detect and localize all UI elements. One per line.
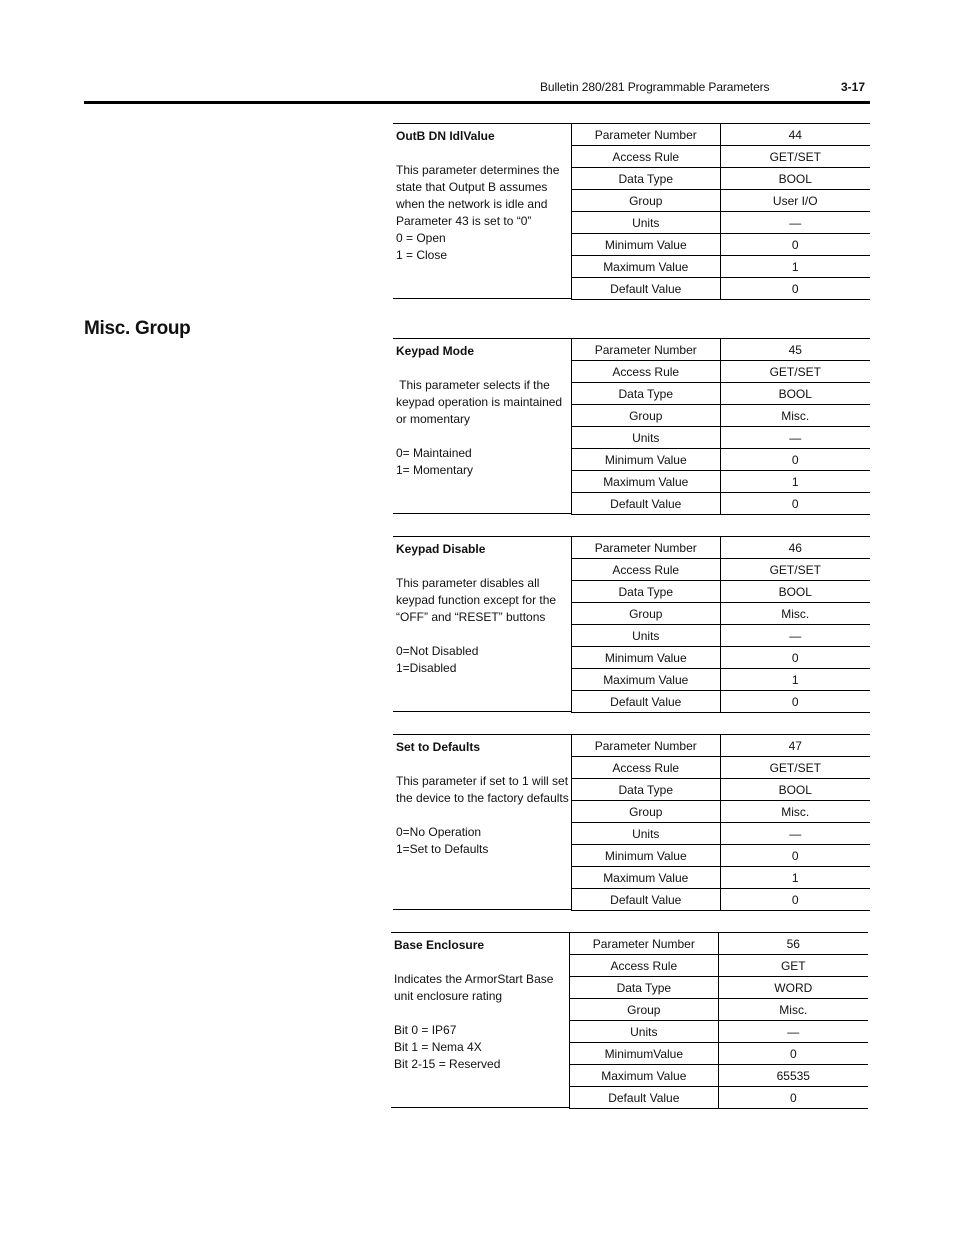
description-line: 1= Momentary [396,463,474,477]
table-row [572,735,871,757]
table-row [572,190,871,212]
attribute-value: 0 [720,449,870,471]
table-row [570,999,869,1021]
table-row [572,383,871,405]
attribute-label: Group [570,999,719,1021]
table-row [572,603,871,625]
section-title: Misc. Group [84,318,191,339]
table-row [572,278,871,300]
table-row [572,559,871,581]
attribute-value: 0 [720,647,870,669]
parameter-block [393,734,870,910]
table-row [572,691,871,713]
attribute-label: Data Type [570,977,719,999]
attribute-label: Data Type [572,581,721,603]
attribute-label: Data Type [572,383,721,405]
table-row [572,625,871,647]
table-row [572,889,871,911]
attribute-label: Parameter Number [572,537,721,559]
description-line: the device to the factory defaults [396,791,569,805]
description-line: This parameter determines the [396,163,560,177]
description-line: keypad function except for the [396,593,557,607]
attribute-value: — [720,212,870,234]
table-row [570,955,869,977]
description-line [396,626,571,643]
table-row [572,493,871,515]
attribute-label: Maximum Value [570,1065,719,1087]
parameter-block [393,338,870,514]
description-line [394,1005,569,1022]
table-row [572,449,871,471]
table-row [572,537,871,559]
table-row [572,757,871,779]
description-line: Bit 2-15 = Reserved [394,1057,501,1071]
attribute-label: Parameter Number [572,339,721,361]
attribute-value: GET/SET [720,559,870,581]
parameter-table [571,734,870,911]
description-line: 1=Set to Defaults [396,842,489,856]
attribute-label: Access Rule [572,146,721,168]
attribute-value: Misc. [720,603,870,625]
attribute-value: 1 [720,471,870,493]
table-row [572,256,871,278]
attribute-value: — [720,823,870,845]
attribute-value: 1 [720,669,870,691]
description-line: Parameter 43 is set to “0” [396,214,532,228]
attribute-label: Units [572,427,721,449]
table-row [570,977,869,999]
description-line: Bit 1 = Nema 4X [394,1040,482,1054]
parameter-description [393,338,571,514]
attribute-value: 0 [720,889,870,911]
attribute-value: 45 [720,339,870,361]
table-row [572,427,871,449]
table-row [572,405,871,427]
parameter-table [569,932,868,1109]
attribute-value: BOOL [720,779,870,801]
description-line: Bit 0 = IP67 [394,1023,457,1037]
attribute-label: Group [572,603,721,625]
attribute-label: Minimum Value [572,234,721,256]
parameter-name: Keypad Mode [396,344,475,358]
table-row [572,779,871,801]
attribute-value: Misc. [720,405,870,427]
attribute-value: 0 [718,1043,868,1065]
attribute-value: — [720,427,870,449]
attribute-label: Access Rule [570,955,719,977]
parameter-table [571,536,870,713]
parameter-description [393,734,571,910]
description-line: Indicates the ArmorStart Base [394,972,554,986]
table-row [572,669,871,691]
description-line: when the network is idle and [396,197,548,211]
attribute-label: Default Value [572,493,721,515]
attribute-value: Misc. [720,801,870,823]
description-line: state that Output B assumes [396,180,548,194]
table-row [572,647,871,669]
parameter-name: Base Enclosure [394,938,485,952]
attribute-label: Access Rule [572,361,721,383]
attribute-label: Default Value [572,278,721,300]
attribute-value: 1 [720,256,870,278]
attribute-value: 46 [720,537,870,559]
attribute-label: Default Value [572,691,721,713]
description-line: unit enclosure rating [394,989,503,1003]
attribute-value: BOOL [720,383,870,405]
attribute-label: Parameter Number [570,933,719,955]
description-line: 0= Maintained [396,446,472,460]
attribute-value: 47 [720,735,870,757]
attribute-label: Minimum Value [572,449,721,471]
parameter-description [393,536,571,712]
description-line [396,428,571,445]
attribute-label: Maximum Value [572,867,721,889]
table-row [570,1043,869,1065]
description-line: 0 = Open [396,231,446,245]
table-row [572,361,871,383]
attribute-value: 0 [720,493,870,515]
table-row [572,146,871,168]
attribute-value: 65535 [718,1065,868,1087]
attribute-label: Data Type [572,779,721,801]
attribute-label: Maximum Value [572,669,721,691]
attribute-label: Data Type [572,168,721,190]
table-row [572,168,871,190]
attribute-label: Units [572,212,721,234]
table-row [572,867,871,889]
table-row [572,823,871,845]
attribute-label: Units [572,823,721,845]
description-line: 1=Disabled [396,661,457,675]
attribute-value: 0 [720,234,870,256]
attribute-value: 0 [720,845,870,867]
table-row [570,1021,869,1043]
table-row [572,339,871,361]
parameter-name: Set to Defaults [396,740,481,754]
table-row [570,1065,869,1087]
table-row [572,801,871,823]
description-line: 1 = Close [396,248,448,262]
attribute-label: Parameter Number [572,124,721,146]
attribute-label: Group [572,405,721,427]
attribute-label: Group [572,190,721,212]
parameter-name: OutB DN IdlValue [396,129,495,143]
attribute-value: GET [718,955,868,977]
description-line: or momentary [396,412,471,426]
description-line: This parameter if set to 1 will set [396,774,569,788]
table-row [572,234,871,256]
attribute-label: MinimumValue [570,1043,719,1065]
attribute-label: Access Rule [572,757,721,779]
description-line: 0=Not Disabled [396,644,479,658]
parameter-block [393,536,870,712]
attribute-label: Access Rule [572,559,721,581]
attribute-value: Misc. [718,999,868,1021]
table-row [572,124,871,146]
attribute-value: GET/SET [720,757,870,779]
header-rule [84,101,870,104]
attribute-value: 0 [720,691,870,713]
attribute-label: Minimum Value [572,845,721,867]
attribute-label: Parameter Number [572,735,721,757]
parameter-block [391,932,868,1108]
description-line [396,807,571,824]
table-row [570,1087,869,1109]
parameter-name: Keypad Disable [396,542,486,556]
description-line: This parameter selects if the [396,378,550,392]
attribute-label: Group [572,801,721,823]
table-row [570,933,869,955]
table-row [572,581,871,603]
table-row [572,212,871,234]
attribute-value: BOOL [720,581,870,603]
attribute-label: Minimum Value [572,647,721,669]
parameter-table [571,123,870,300]
attribute-label: Default Value [572,889,721,911]
running-header-title: Bulletin 280/281 Programmable Parameters [540,80,770,94]
attribute-label: Maximum Value [572,471,721,493]
attribute-value: 0 [720,278,870,300]
attribute-value: 44 [720,124,870,146]
attribute-value: WORD [718,977,868,999]
description-line: 0=No Operation [396,825,482,839]
page-number: 3-17 [841,80,866,94]
attribute-value: BOOL [720,168,870,190]
attribute-label: Default Value [570,1087,719,1109]
attribute-value: GET/SET [720,361,870,383]
attribute-label: Units [570,1021,719,1043]
description-line: This parameter disables all [396,576,540,590]
parameter-block [393,123,870,299]
description-line: keypad operation is maintained [396,395,563,409]
attribute-value: 56 [718,933,868,955]
parameter-description [393,123,571,299]
table-row [572,471,871,493]
attribute-value: GET/SET [720,146,870,168]
attribute-label: Units [572,625,721,647]
attribute-value: 0 [718,1087,868,1109]
attribute-value: — [720,625,870,647]
attribute-value: — [718,1021,868,1043]
parameter-table [571,338,870,515]
description-line: “OFF” and “RESET” buttons [396,610,546,624]
attribute-value: User I/O [720,190,870,212]
parameter-description [391,932,569,1108]
table-row [572,845,871,867]
attribute-label: Maximum Value [572,256,721,278]
attribute-value: 1 [720,867,870,889]
